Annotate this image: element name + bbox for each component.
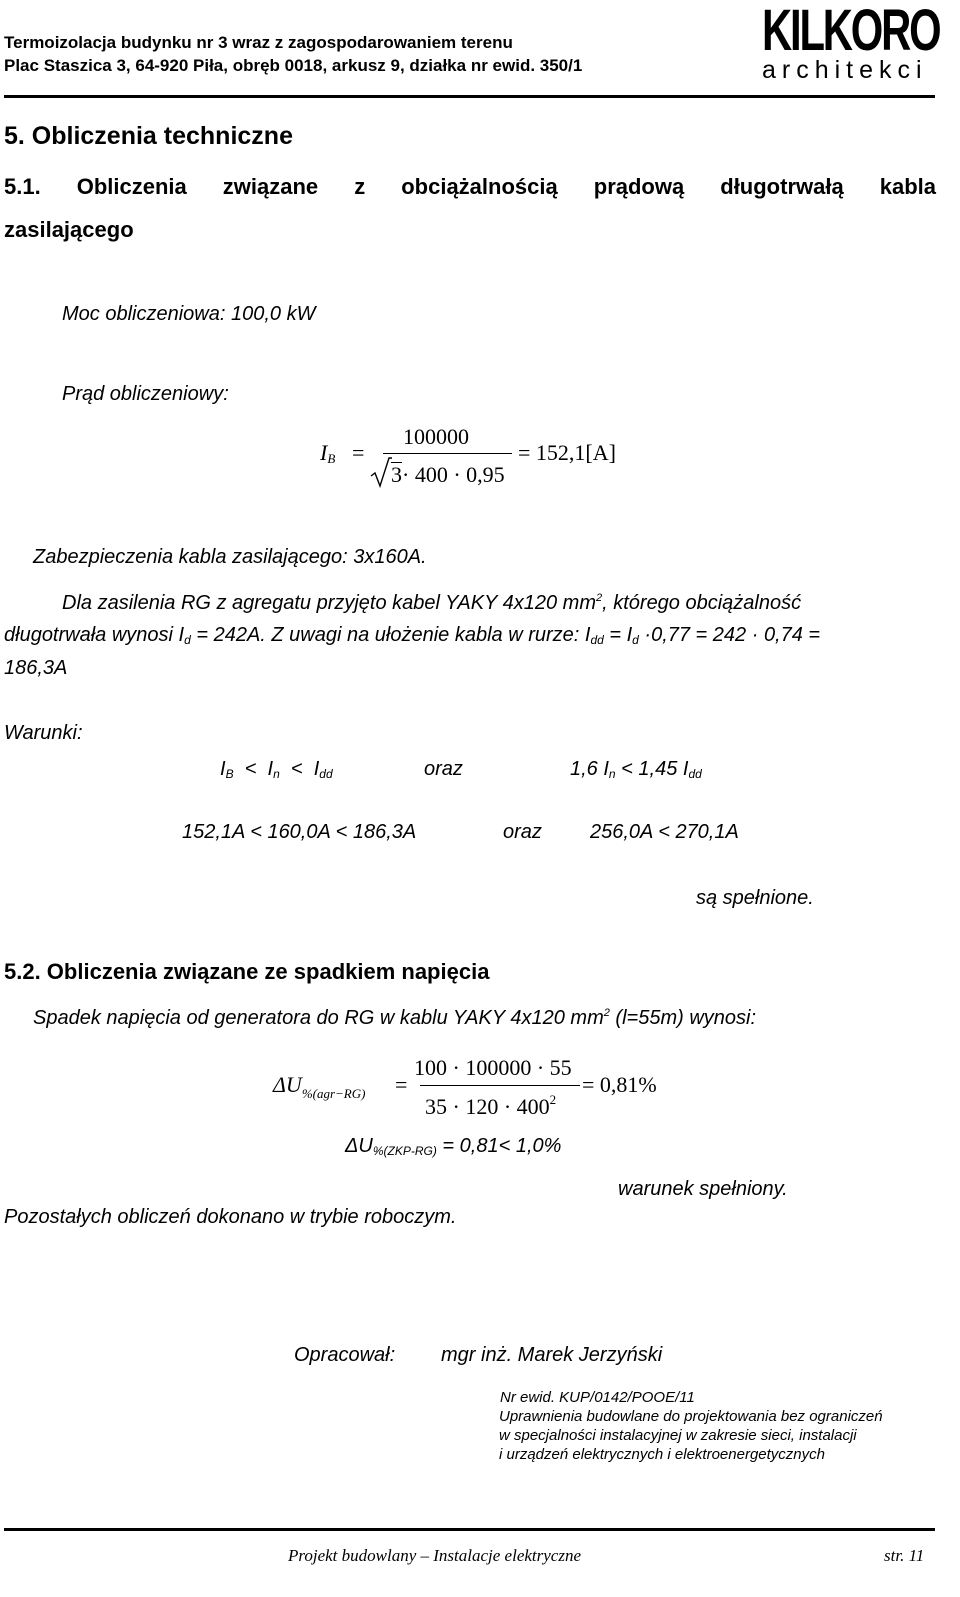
power-text: Moc obliczeniowa: 100,0 kW xyxy=(62,303,316,325)
formula2-equals: = xyxy=(395,1072,408,1097)
formula2-denominator: $35 \cdot 120 \cdot 400^2$ xyxy=(425,1092,557,1119)
formula-numerator: 100000 xyxy=(403,424,469,449)
values-oraz: oraz xyxy=(503,821,542,843)
footer-project-name: Projekt budowlany – Instalacje elektryczne xyxy=(288,1546,582,1565)
voltage-drop-text: Spadek napięcia od generatora do RG w kablu YAKY 4x120 $mm^2$ (l=55m) wynosi: xyxy=(33,1007,757,1029)
header-divider xyxy=(4,95,935,98)
company-logo xyxy=(762,2,960,83)
voltage-drop-check: $\Delta U_{\%(ZKP-RG)} = 0,81< 1,0\%$ xyxy=(345,1135,562,1158)
formula2-lhs: $\Delta U_{\%(agr-RG)}$ xyxy=(273,1072,366,1101)
formula-equals: = xyxy=(352,440,365,465)
formula2-result: = 0,81% xyxy=(582,1072,657,1097)
fraction-bar xyxy=(383,453,512,454)
permission-line1: Uprawnienia budowlane do projektowania bez ograniczeń xyxy=(499,1408,883,1425)
formula-lhs: $I_B$ xyxy=(320,440,336,466)
logo-wordmark: KILKORO xyxy=(762,0,940,63)
conditions-satisfied: są spełnione. xyxy=(696,887,814,909)
protection-text: Zabezpieczenia kabla zasilającego: 3x160A. xyxy=(33,546,427,568)
author-label: Opracował: xyxy=(294,1344,396,1366)
condition-overload: 1,6 $I_n < 1,45$ $I_{dd}$ xyxy=(570,758,702,781)
subsection-title-voltage-drop: 5.2. Obliczenia związane ze spadkiem napięcia xyxy=(4,959,490,984)
fraction-bar-2 xyxy=(420,1085,580,1086)
current-label: Prąd obliczeniowy: xyxy=(62,383,229,405)
subsection-title-line2: zasilającego xyxy=(4,217,134,242)
cable-text-line1: Dla zasilenia RG z agregatu przyjęto kabel YAKY 4x120 $mm^2$, którego obciążalność xyxy=(62,592,802,614)
conditions-label: Warunki: xyxy=(4,722,83,744)
formula-denominator: · 400 · 0,95 xyxy=(402,462,505,487)
logo-subtitle: architekci xyxy=(762,56,928,84)
condition-met-text: warunek spełniony. xyxy=(618,1178,788,1200)
condition-oraz: oraz xyxy=(424,758,463,780)
footer-page-number: str. 11 xyxy=(884,1546,925,1565)
formula2-numerator: 100 · 100000 · 55 xyxy=(414,1055,572,1080)
author-registration: Nr ewid. KUP/0142/POOE/11 xyxy=(500,1389,695,1406)
footer-divider xyxy=(4,1528,935,1531)
permission-line2: w specjalności instalacyjnej w zakresie sieci, instalacji xyxy=(499,1427,857,1444)
cable-text-line2: długotrwała wynosi $I_d = 242A$. Z uwagi na ułożenie kabla w rurze: $I_{dd} = I_d \cdot 0,77 = 242 \cdot 0,74$ = xyxy=(4,624,821,647)
values-left: 152,1A < 160,0A < 186,3A xyxy=(182,821,417,843)
sqrt-icon xyxy=(370,456,392,488)
section-title: 5. Obliczenia techniczne xyxy=(4,122,293,150)
author-name: mgr inż. Marek Jerzyński xyxy=(441,1344,663,1366)
cable-text-line3: 186,3A xyxy=(4,657,68,679)
subsection-title-line1: 5.1. Obliczenia związane z obciążalnością prądową długotrwałą kabla xyxy=(4,174,936,199)
values-right: 256,0A < 270,1A xyxy=(590,821,739,843)
other-calculations-text: Pozostałych obliczeń dokonano w trybie roboczym. xyxy=(4,1206,457,1228)
header-title-line2: Plac Staszica 3, 64-920 Piła, obręb 0018, arkusz 9, działka nr ewid. 350/1 xyxy=(4,56,583,75)
permission-line3: i urządzeń elektrycznych i elektroenergetycznych xyxy=(499,1446,825,1463)
formula-result: = 152,1[A] xyxy=(518,440,616,465)
header-title-line1: Termoizolacja budynku nr 3 wraz z zagospodarowaniem terenu xyxy=(4,33,513,52)
formula-sqrt-arg: 3 xyxy=(391,462,402,487)
condition-inequality: $I_B < I_n < I_{dd}$ xyxy=(220,758,333,781)
